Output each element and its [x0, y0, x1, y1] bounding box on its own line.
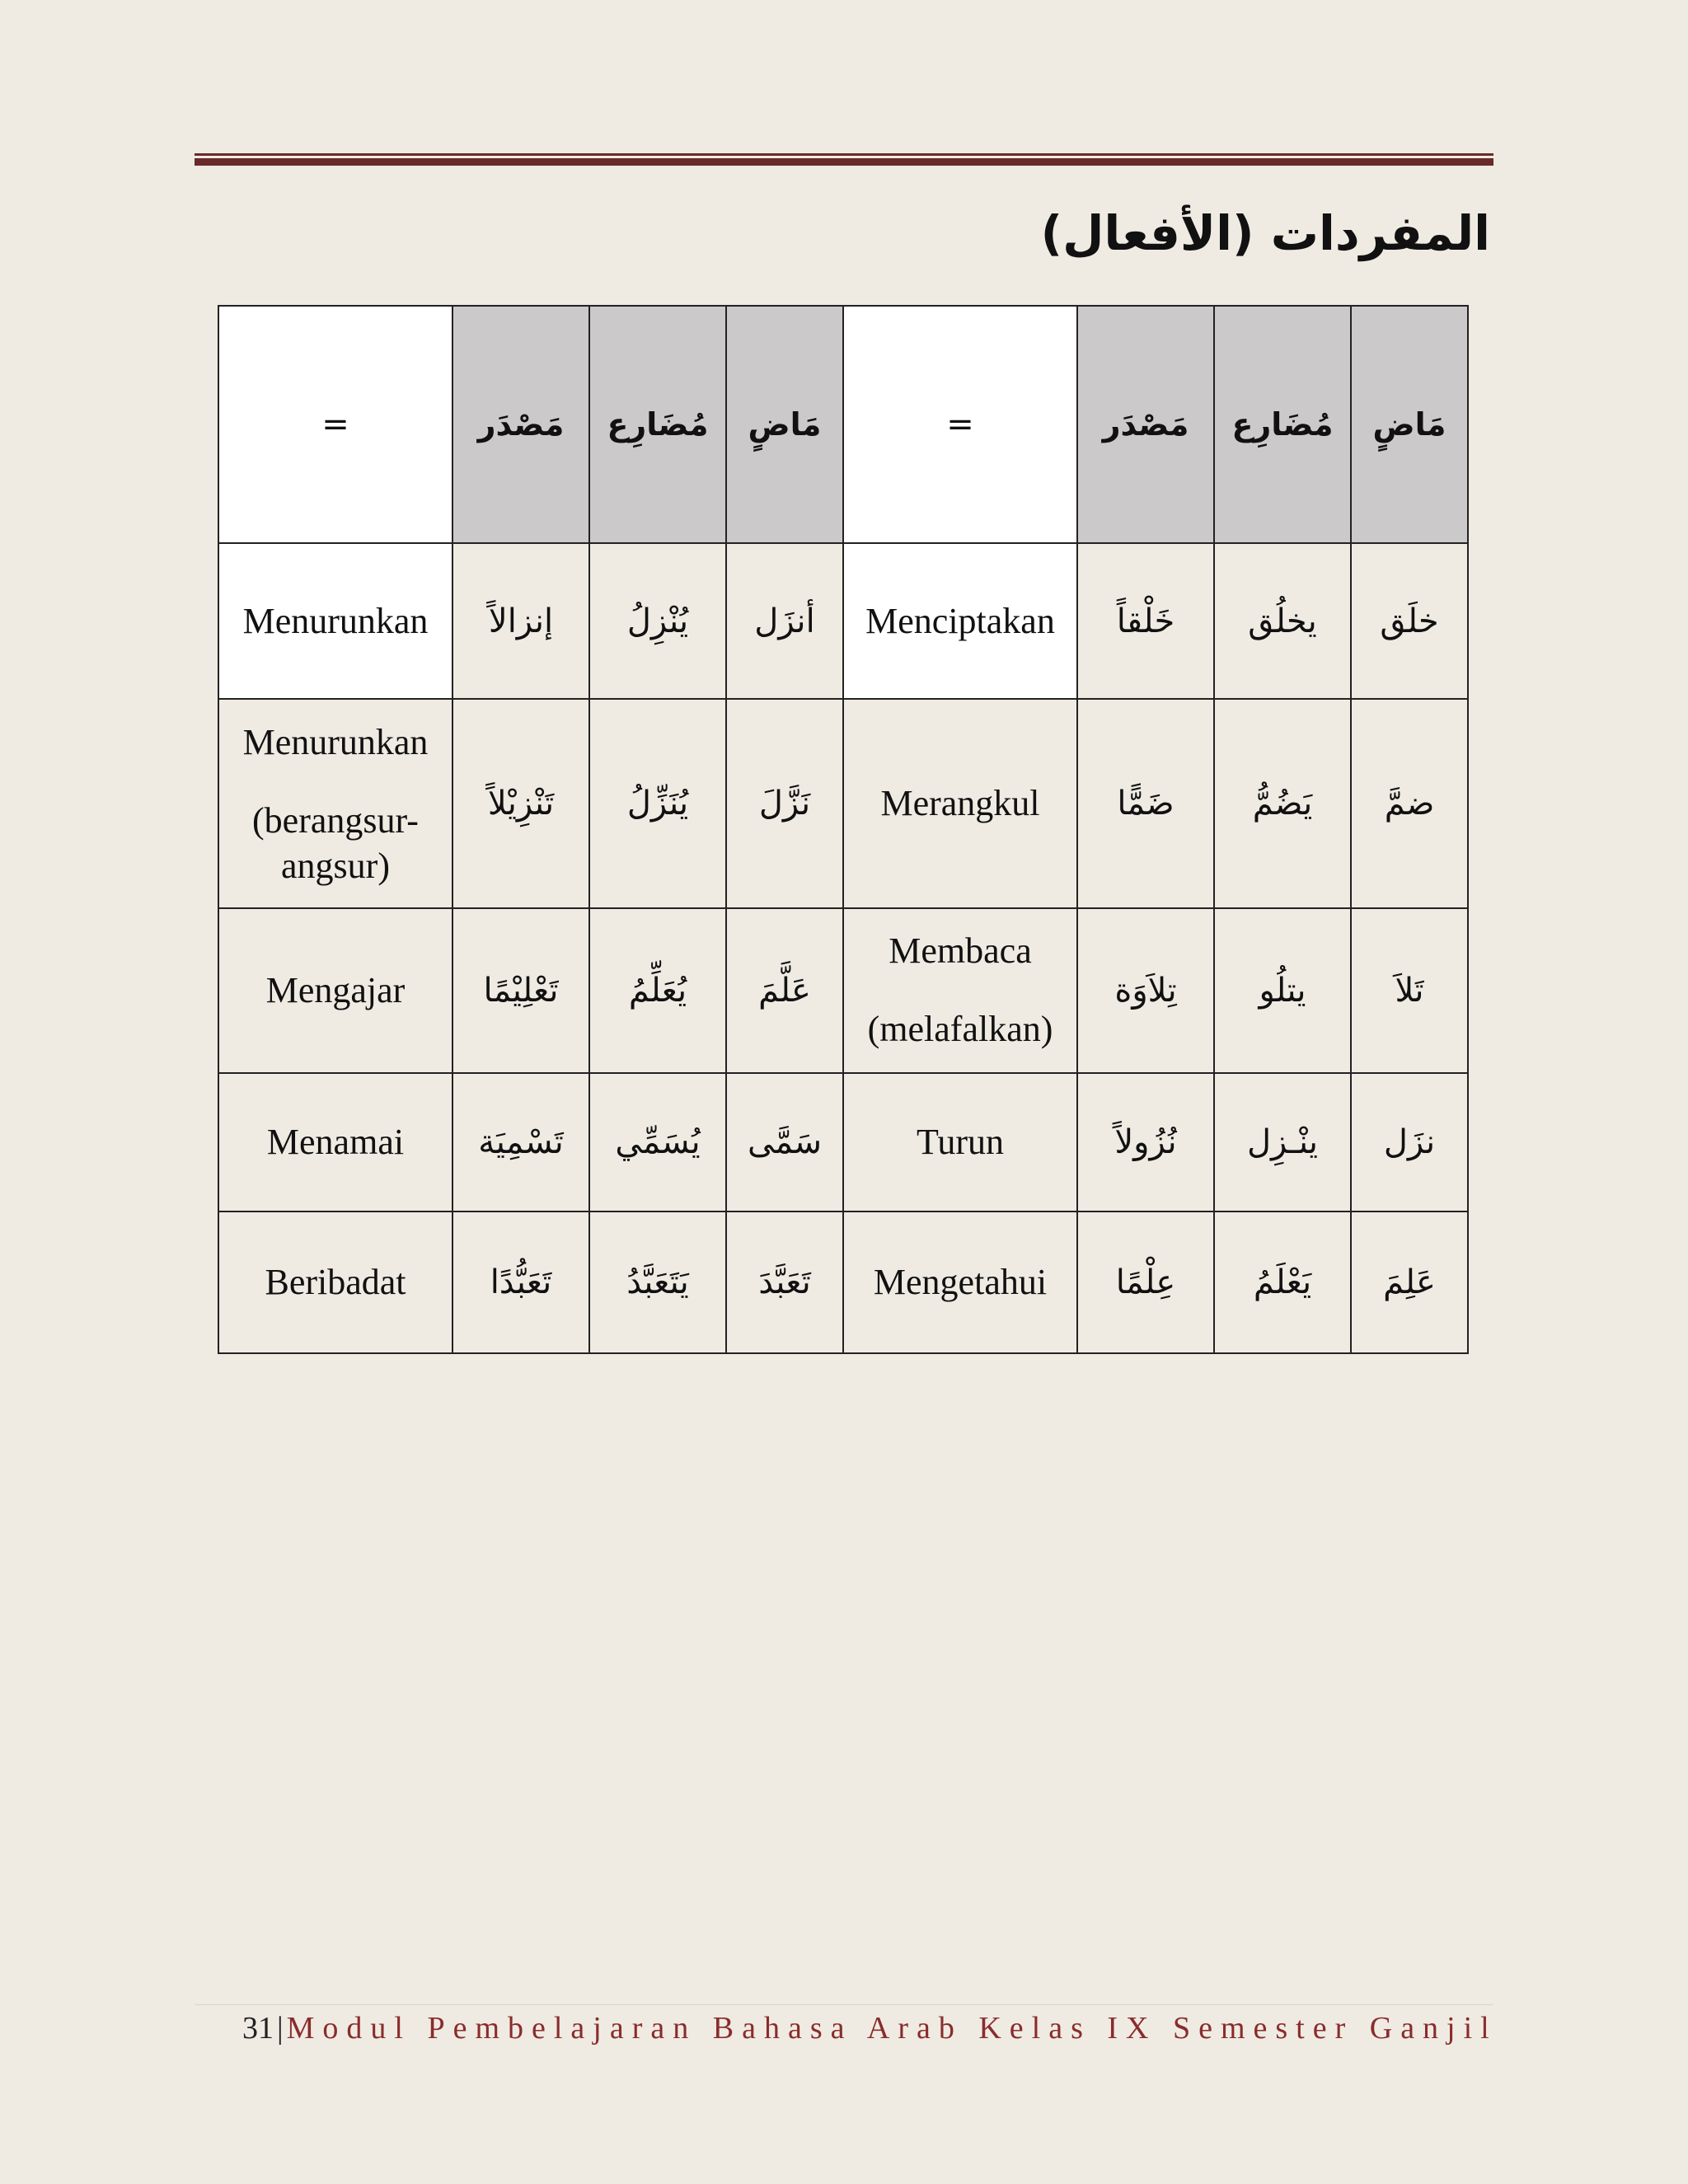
- vocabulary-table: [218, 305, 1469, 1354]
- meaning-cell: Mengetahui: [843, 1212, 1077, 1353]
- header-madhi-right: مَاضٍ: [1351, 306, 1468, 543]
- header-mudhari-left: مُضَارِع: [589, 306, 726, 543]
- meaning-cell: Merangkul: [843, 699, 1077, 908]
- table-row: [218, 543, 1468, 699]
- page-number: 31: [242, 2011, 274, 2046]
- meaning-cell: Menurunkan (berangsur- angsur): [218, 699, 452, 908]
- mudhari-cell: يتلُو: [1214, 908, 1351, 1073]
- madhi-cell: عَلَّمَ: [726, 908, 843, 1073]
- madhi-cell: سَمَّى: [726, 1073, 843, 1212]
- page-footer: [242, 2008, 1498, 2049]
- madhi-cell: تَلاَ: [1351, 908, 1468, 1073]
- mashdar-cell: تَنْزِيْلاً: [452, 699, 589, 908]
- table-row: [218, 699, 1468, 908]
- madhi-cell: خلَق: [1351, 543, 1468, 699]
- footer-rule: [195, 2004, 1493, 2005]
- mudhari-cell: يَعْلَمُ: [1214, 1212, 1351, 1353]
- mashdar-cell: تَعْلِيْمًا: [452, 908, 589, 1073]
- header-rule-thin: [195, 153, 1493, 156]
- madhi-cell: أنزَل: [726, 543, 843, 699]
- mudhari-cell: يَتَعَبَّدُ: [589, 1212, 726, 1353]
- header-meaning-right: =: [843, 306, 1077, 543]
- mudhari-cell: يُعَلِّمُ: [589, 908, 726, 1073]
- mashdar-cell: تَسْمِيَة: [452, 1073, 589, 1212]
- mudhari-cell: يخلُق: [1214, 543, 1351, 699]
- meaning-cell: Beribadat: [218, 1212, 452, 1353]
- mashdar-cell: خَلْقاً: [1077, 543, 1214, 699]
- header-madhi-left: مَاضٍ: [726, 306, 843, 543]
- mashdar-cell: ضَمًّا: [1077, 699, 1214, 908]
- meaning-cell: Menamai: [218, 1073, 452, 1212]
- madhi-cell: عَلِمَ: [1351, 1212, 1468, 1353]
- header-mashdar-left: مَصْدَر: [452, 306, 589, 543]
- mashdar-cell: نُزُولاً: [1077, 1073, 1214, 1212]
- table-row: [218, 1073, 1468, 1212]
- mudhari-cell: يُنْزِلُ: [589, 543, 726, 699]
- meaning-cell: Menurunkan: [218, 543, 452, 699]
- mudhari-cell: ينْـزِل: [1214, 1073, 1351, 1212]
- mudhari-cell: يُسَمِّي: [589, 1073, 726, 1212]
- mudhari-cell: يَضُمُّ: [1214, 699, 1351, 908]
- meaning-cell: Mengajar: [218, 908, 452, 1073]
- mashdar-cell: عِلْمًا: [1077, 1212, 1214, 1353]
- madhi-cell: تَعَبَّدَ: [726, 1212, 843, 1353]
- header-meaning-left: =: [218, 306, 452, 543]
- header-row: [218, 306, 1468, 543]
- mashdar-cell: تَعَبُّدًا: [452, 1212, 589, 1353]
- madhi-cell: ضمَّ: [1351, 699, 1468, 908]
- header-mudhari-right: مُضَارِع: [1214, 306, 1351, 543]
- mashdar-cell: إنزالاً: [452, 543, 589, 699]
- module-title: Modul Pembelajaran Bahasa Arab Kelas IX Semester Ganjil: [286, 2011, 1498, 2046]
- header-mashdar-right: مَصْدَر: [1077, 306, 1214, 543]
- mashdar-cell: تِلاَوَة: [1077, 908, 1214, 1073]
- header-rule-thick: [195, 158, 1493, 166]
- table-row: [218, 1212, 1468, 1353]
- meaning-cell: Turun: [843, 1073, 1077, 1212]
- madhi-cell: نزَل: [1351, 1073, 1468, 1212]
- table-row: [218, 908, 1468, 1073]
- section-title: المفردات (الأفعال): [1040, 205, 1490, 261]
- meaning-cell: Membaca (melafalkan): [843, 908, 1077, 1073]
- mudhari-cell: يُنَزِّلُ: [589, 699, 726, 908]
- madhi-cell: نَزَّلَ: [726, 699, 843, 908]
- meaning-cell: Menciptakan: [843, 543, 1077, 699]
- footer-separator: |: [277, 2011, 284, 2046]
